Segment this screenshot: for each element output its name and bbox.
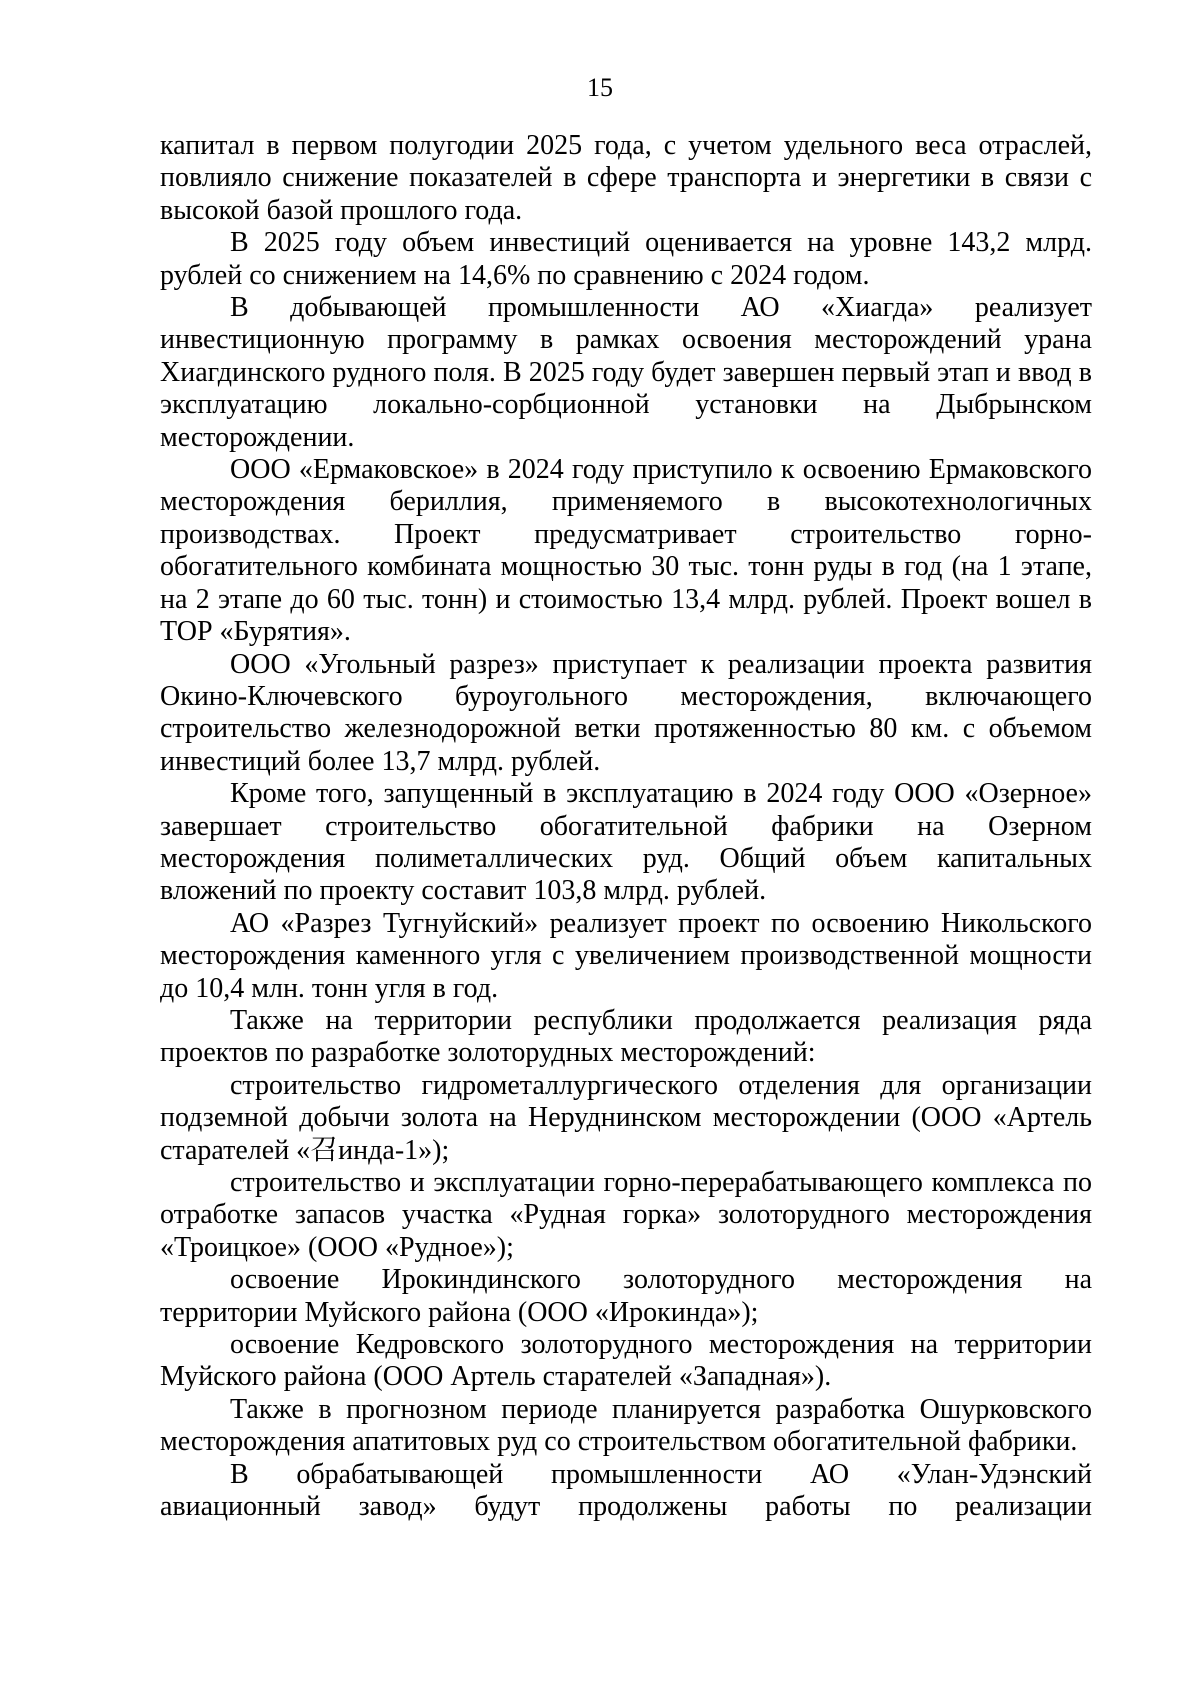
page-number: 15 xyxy=(587,73,613,102)
paragraph-8: Также на территории республики продолжается реализация ряда проектов по разработке золоторудных месторождений: xyxy=(160,1004,1092,1069)
paragraph-7: АО «Разрез Тугнуйский» реализует проект по освоению Никольского месторождения каменного угля с увеличением производственной мощности до 10,4 млн. тонн угля в год. xyxy=(160,907,1092,1004)
paragraph-3: В добывающей промышленности АО «Хиагда» реализует инвестиционную программу в рамках освоения месторождений урана Хиагдинского рудного поля. В 2025 году будет завершен первый этап и ввод в эксплуатацию локально-сорбционной установки на Дыбрынском месторождении. xyxy=(160,292,1092,453)
paragraph-1: капитал в первом полугодии 2025 года, с учетом удельного веса отраслей, повлияло снижение показателей в сфере транспорта и энергетики в связи с высокой базой прошлого года. xyxy=(160,130,1092,226)
paragraph-12: освоение Кедровского золоторудного месторождения на территории Муйского района (ООО Артель старателей «Западная»). xyxy=(160,1329,1092,1393)
paragraph-2: В 2025 году объем инвестиций оценивается на уровне 143,2 млрд. рублей со снижением на 14,6% по сравнению с 2024 годом. xyxy=(160,227,1092,291)
paragraph-9: строительство гидрометаллургического отделения для организации подземной добычи золота на Неруднинском месторождении (ООО «Артель старателей «召инда-1»); xyxy=(160,1069,1092,1166)
paragraph-5: ООО «Угольный разрез» приступает к реализации проекта развития Окино-Ключевского буроугольного месторождения, включающего строительство железнодорожной ветки протяженностью 80 км. с объемом инвестиций более 13,7 млрд. рублей. xyxy=(160,648,1092,777)
paragraph-4: ООО «Ермаковское» в 2024 году приступило к освоению Ермаковского месторождения бериллия, применяемого в высокотехнологичных производствах. Проект предусматривает строительство горно-обогатительного комбината мощностью 30 тыс. тонн руды в год (на 1 этапе, на 2 этапе до 60 тыс. тонн) и стоимостью 13,4 млрд. рублей. Проект вошел в ТОР «Бурятия». xyxy=(160,454,1092,648)
paragraph-13: Также в прогнозном периоде планируется разработка Ошурковского месторождения апатитовых руд со строительством обогатительной фабрики. xyxy=(160,1393,1092,1458)
paragraph-14: В обрабатывающей промышленности АО «Улан-Удэнский авиационный завод» будут продолжены работы по реализации xyxy=(160,1458,1092,1523)
paragraph-10: строительство и эксплуатации горно-перерабатывающего комплекса по отработке запасов участка «Рудная горка» золоторудного месторождения «Троицкое» (ООО «Рудное»); xyxy=(160,1167,1092,1263)
paragraph-11: освоение Ирокиндинского золоторудного месторождения на территории Муйского района (ООО «Ирокинда»); xyxy=(160,1264,1092,1328)
paragraph-6: Кроме того, запущенный в эксплуатацию в 2024 году ООО «Озерное» завершает строительство обогатительной фабрики на Озерном месторождения полиметаллических руд. Общий объем капитальных вложений по проекту составит 103,8 млрд. рублей. xyxy=(160,778,1092,907)
document-body xyxy=(160,130,1092,1523)
